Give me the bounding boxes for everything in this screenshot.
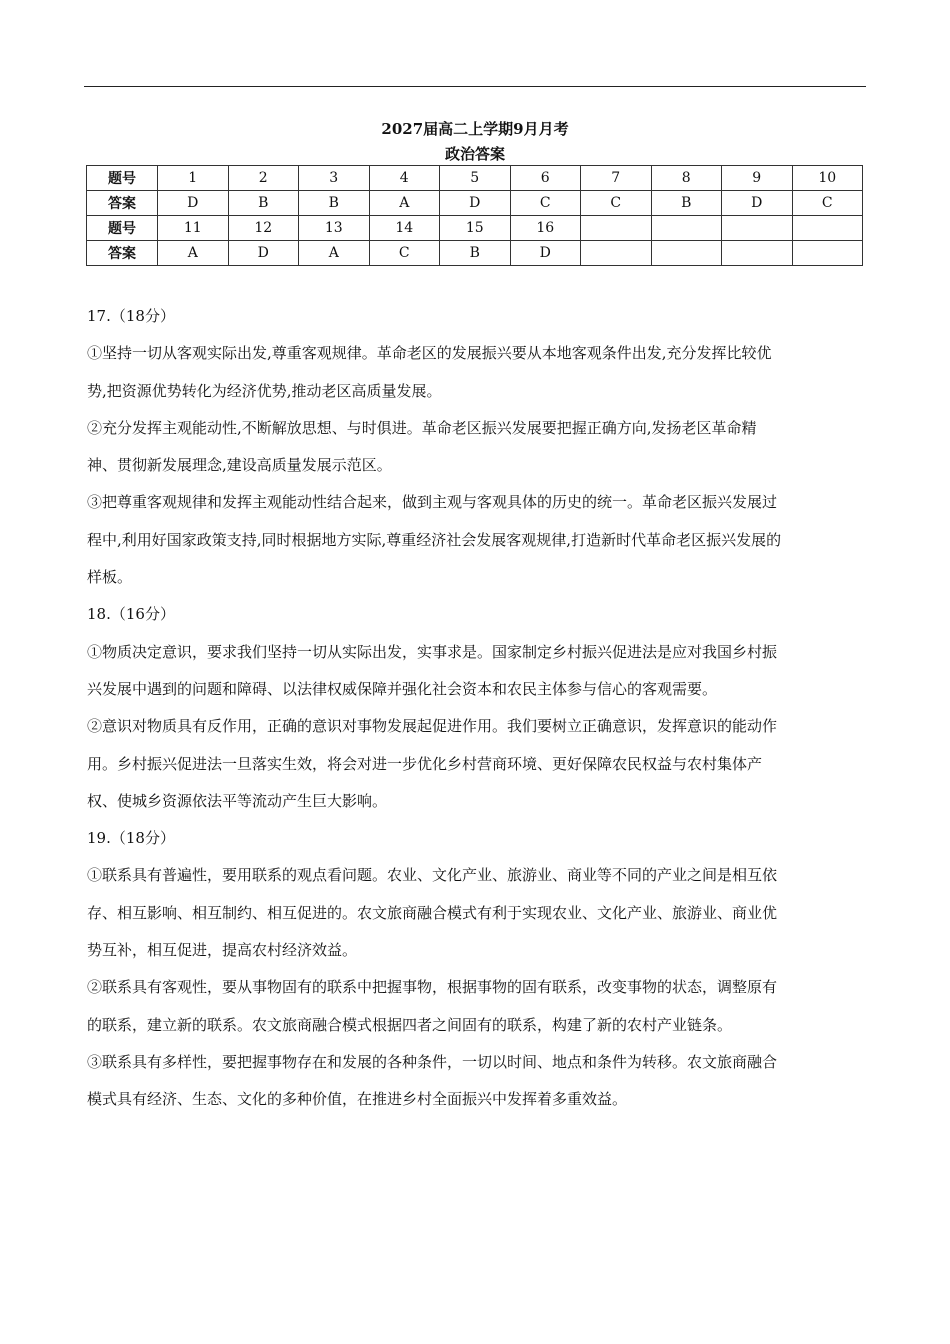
text-line: ③联系具有多样性，要把握事物存在和发展的各种条件，一切以时间、地点和条件为转移。农文旅商融合	[87, 1052, 778, 1071]
table-cell	[722, 216, 793, 241]
table-cell: A	[299, 241, 370, 266]
table-cell: B	[228, 191, 299, 216]
table-cell: C	[369, 241, 440, 266]
row-header: 题号	[87, 216, 158, 241]
row-header: 题号	[87, 166, 158, 191]
text-line: 的联系，建立新的联系。农文旅商融合模式根据四者之间固有的联系，构建了新的农村产业链条。	[87, 1015, 733, 1034]
table-cell: 11	[158, 216, 229, 241]
table-row	[87, 216, 863, 241]
table-cell: D	[440, 191, 511, 216]
text-line: 模式具有经济、生态、文化的多种价值，在推进乡村全面振兴中发挥着多重效益。	[87, 1090, 628, 1109]
table-cell: 15	[440, 216, 511, 241]
text-line: 势,把资源优势转化为经济优势,推动老区高质量发展。	[87, 381, 442, 400]
text-line: ①物质决定意识，要求我们坚持一切从实际出发，实事求是。国家制定乡村振兴促进法是应对我国乡村振	[87, 642, 778, 661]
table-cell	[581, 216, 652, 241]
table-cell: 7	[581, 166, 652, 191]
table-cell: D	[228, 241, 299, 266]
table-cell: B	[651, 191, 722, 216]
table-cell: A	[158, 241, 229, 266]
table-cell	[581, 241, 652, 266]
text-line: 17.（18分）	[87, 307, 175, 325]
table-row	[87, 241, 863, 266]
text-line: 18.（16分）	[87, 605, 175, 624]
table-cell	[722, 241, 793, 266]
text-line: 权、使城乡资源依法平等流动产生巨大影响。	[87, 791, 388, 810]
text-line: ②联系具有客观性，要从事物固有的联系中把握事物，根据事物的固有联系，改变事物的状态，调整原有	[87, 978, 778, 997]
table-cell: 16	[510, 216, 581, 241]
top-rule	[84, 86, 866, 87]
table-cell	[651, 241, 722, 266]
table-cell	[651, 216, 722, 241]
table-cell	[792, 216, 863, 241]
table-row	[87, 191, 863, 216]
answer-text	[87, 298, 867, 1119]
table-cell: 12	[228, 216, 299, 241]
table-cell: 14	[369, 216, 440, 241]
table-cell: C	[581, 191, 652, 216]
table-cell: B	[440, 241, 511, 266]
text-line: ①坚持一切从客观实际出发,尊重客观规律。革命老区的发展振兴要从本地客观条件出发,充分发挥比较优	[87, 344, 772, 363]
table-row	[87, 166, 863, 191]
text-line: 用。乡村振兴促进法一旦落实生效，将会对进一步优化乡村营商环境、更好保障农民权益与农村集体产	[87, 754, 763, 773]
table-cell: D	[722, 191, 793, 216]
table-cell: 10	[792, 166, 863, 191]
table-cell: 3	[299, 166, 370, 191]
table-cell: 2	[228, 166, 299, 191]
text-line: ①联系具有普遍性，要用联系的观点看问题。农业、文化产业、旅游业、商业等不同的产业之间是相互依	[87, 866, 778, 885]
table-cell	[792, 241, 863, 266]
table-cell: C	[792, 191, 863, 216]
text-line: ②意识对物质具有反作用，正确的意识对事物发展起促进作用。我们要树立正确意识，发挥意识的能动作	[87, 717, 778, 736]
table-cell: 1	[158, 166, 229, 191]
text-line: ③把尊重客观规律和发挥主观能动性结合起来，做到主观与客观具体的历史的统一。革命老区振兴发展过	[87, 493, 778, 512]
text-line: 兴发展中遇到的问题和障碍、以法律权威保障并强化社会资本和农民主体参与信心的客观需要。	[87, 679, 718, 698]
table-cell: C	[510, 191, 581, 216]
text-line: 神、贯彻新发展理念,建设高质量发展示范区。	[87, 456, 392, 475]
table-cell: D	[510, 241, 581, 266]
text-line: 19.（18分）	[87, 829, 175, 848]
text-line: 存、相互影响、相互制约、相互促进的。农文旅商融合模式有利于实现农业、文化产业、旅游业、商业优	[87, 903, 778, 922]
table-cell: D	[158, 191, 229, 216]
table-cell: 5	[440, 166, 511, 191]
table-cell: 8	[651, 166, 722, 191]
document-title: 2027届高二上学期9月月考	[381, 120, 569, 138]
table-cell: 6	[510, 166, 581, 191]
text-line: 势互补，相互促进，提高农村经济效益。	[87, 941, 358, 960]
table-cell: 13	[299, 216, 370, 241]
row-header: 答案	[87, 191, 158, 216]
text-line: 样板。	[87, 568, 133, 587]
answer-table	[86, 165, 863, 266]
table-cell: 4	[369, 166, 440, 191]
table-cell: 9	[722, 166, 793, 191]
document-subtitle: 政治答案	[444, 145, 505, 163]
row-header: 答案	[87, 241, 158, 266]
text-line: ②充分发挥主观能动性,不断解放思想、与时俱进。革命老区振兴发展要把握正确方向,发扬老区革命精	[87, 418, 757, 437]
table-cell: A	[369, 191, 440, 216]
text-line: 程中,利用好国家政策支持,同时根据地方实际,尊重经济社会发展客观规律,打造新时代革命老区振兴发展的	[87, 530, 782, 549]
table-cell: B	[299, 191, 370, 216]
